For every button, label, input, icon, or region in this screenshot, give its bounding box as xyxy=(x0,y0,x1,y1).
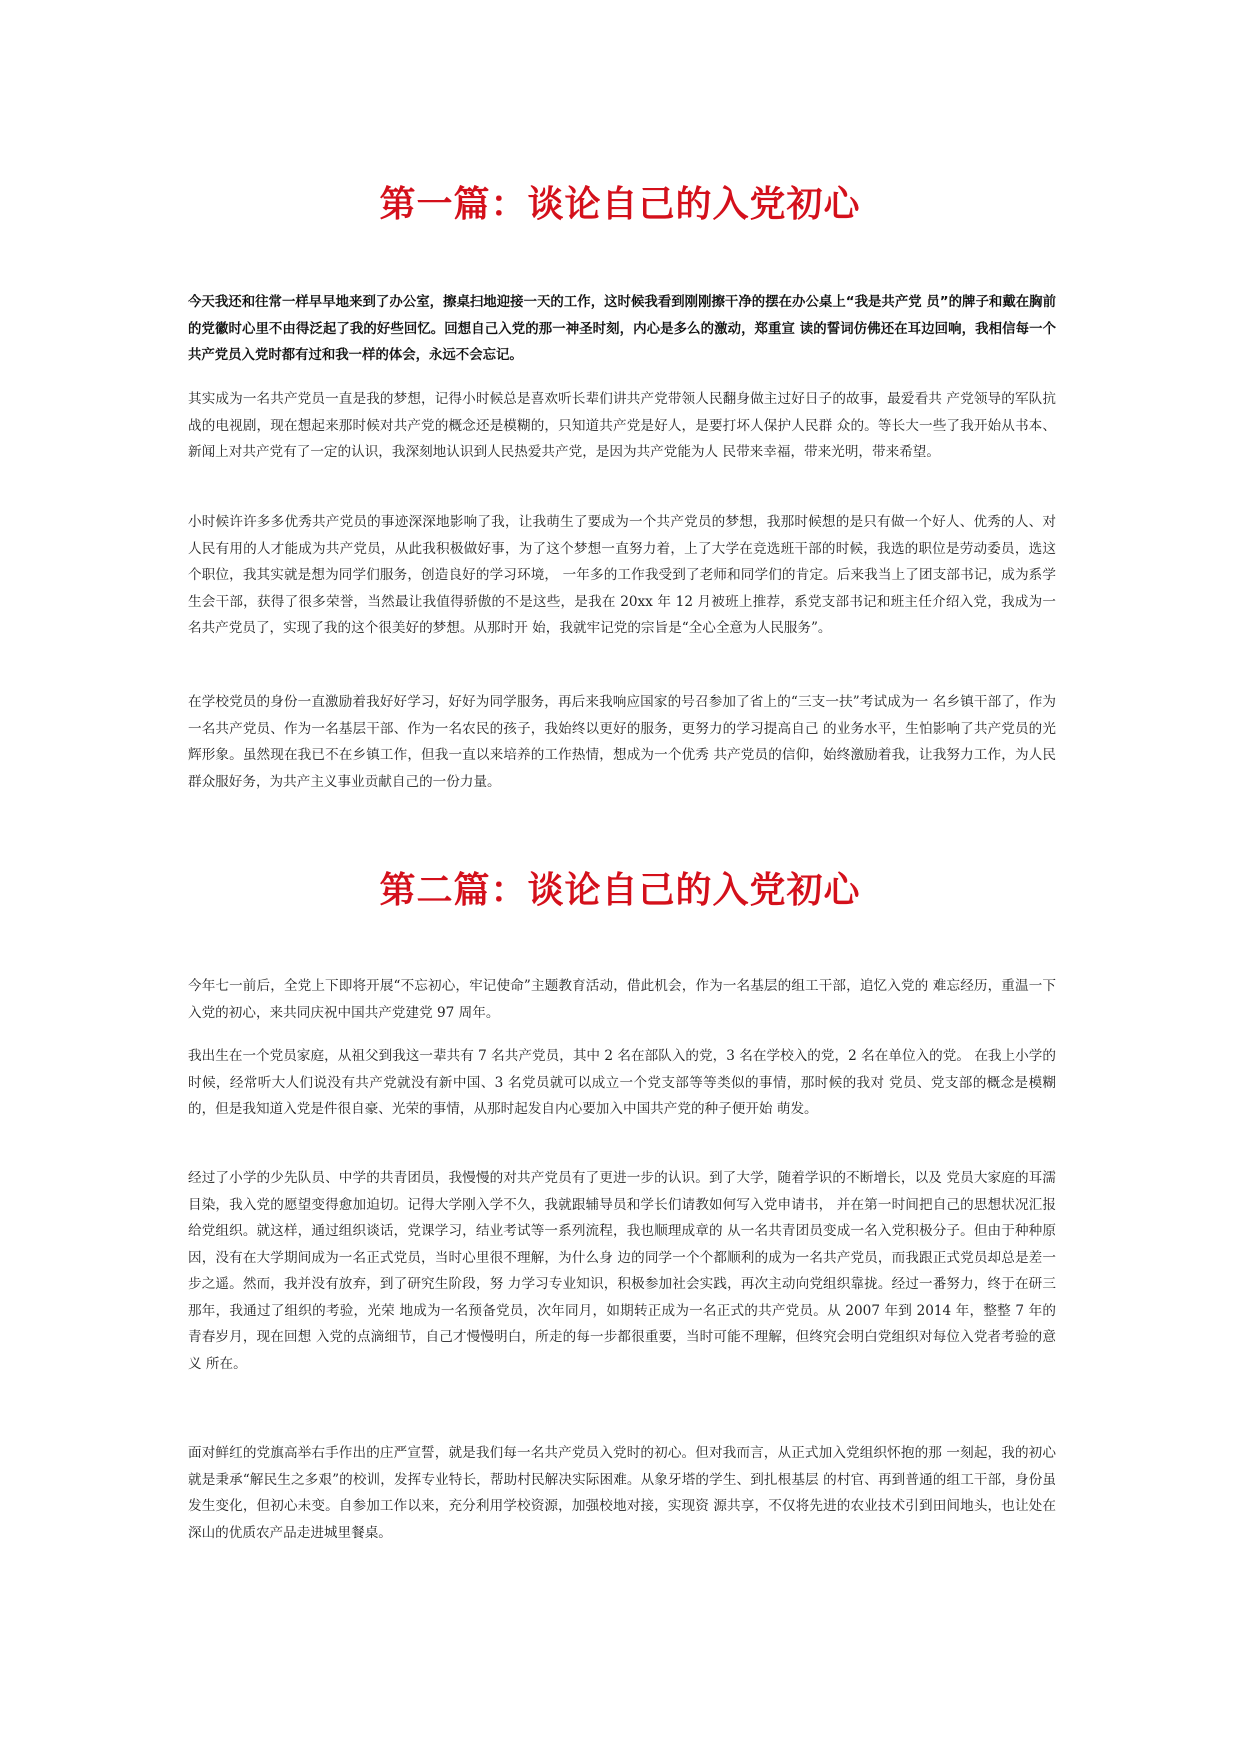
section-1-paragraph-3: 小时候许许多多优秀共产党员的事迹深深地影响了我，让我萌生了要成为一个共产党员的梦想，我那时候想的是只有做一个好人、优秀的人、对人民有用的人才能成为共产党员，从此我积极做好事，为了这个梦想一直努力着，上了大学在竞选班干部的时候，我选的职位是劳动委员，选这个职位，我其实就是想为同学们服务，创造良好的学习环境， 一年多的工作我受到了老师和同学们的肯定。后来我当上了团支部书记，成为系学生会干部，获得了很多荣誉，当然最让我值得骄傲的不是这些，是我在 20xx 年 12 月被班上推荐，系党支部书记和班主任介绍入党，我成为一名共产党员了，实现了我的这个很美好的梦想。从那时开 始，我就牢记党的宗旨是“全心全意为人民服务”。 xyxy=(188,514,1056,636)
section-1-title: 第一篇：谈论自己的入党初心 xyxy=(379,183,861,225)
section-1-paragraph-4: 在学校党员的身份一直激励着我好好学习，好好为同学服务，再后来我响应国家的号召参加了省上的“三支一扶”考试成为一 名乡镇干部了，作为一名共产党员、作为一名基层干部、作为一名农民的孩子，我始终以更好的服务，更努力的学习提高自己 的业务水平，生怕影响了共产党员的光辉形象。虽然现在我已不在乡镇工作，但我一直以来培养的工作热情，想成为一个优秀 共产党员的信仰，始终激励着我，让我努力工作，为人民群众服好务，为共产主义事业贡献自己的一份力量。 xyxy=(188,694,1056,790)
section-2-title: 第二篇：谈论自己的入党初心 xyxy=(379,869,861,911)
section-1-paragraph-1: 今天我还和往常一样早早地来到了办公室，擦桌扫地迎接一天的工作，这时候我看到刚刚擦干净的摆在办公桌上“我是共产党 员”的牌子和戴在胸前的党徽时心里不由得泛起了我的好些回忆。回想自己入党的那一神圣时刻，内心是多么的激动，郑重宣 读的誓词仿佛还在耳边回响，我相信每一个共产党员入党时都有过和我一样的体会，永远不会忘记。 xyxy=(188,295,1056,363)
section-1-paragraph-2: 其实成为一名共产党员一直是我的梦想，记得小时候总是喜欢听长辈们讲共产党带领人民翻身做主过好日子的故事，最爱看共 产党领导的军队抗战的电视剧，现在想起来那时候对共产党的概念还是模糊的，只知道共产党是好人，是要打坏人保护人民群 众的。等长大一些了我开始从书本、新闻上对共产党有了一定的认识，我深刻地认识到人民热爱共产党，是因为共产党能为人 民带来幸福，带来光明，带来希望。 xyxy=(188,391,1056,460)
section-2-paragraph-4: 面对鲜红的党旗高举右手作出的庄严宣誓，就是我们每一名共产党员入党时的初心。但对我而言，从正式加入党组织怀抱的那 一刻起，我的初心就是秉承“解民生之多艰”的校训，发挥专业特长，帮助村民解决实际困难。从象牙塔的学生、到扎根基层 的村官、再到普通的组工干部，身份虽发生变化，但初心未变。自参加工作以来，充分利用学校资源，加强校地对接，实现资 源共享，不仅将先进的农业技术引到田间地头，也让处在深山的优质农产品走进城里餐桌。 xyxy=(188,1445,1056,1541)
section-2-paragraph-2: 我出生在一个党员家庭，从祖父到我这一辈共有 7 名共产党员，其中 2 名在部队入的党，3 名在学校入的党，2 名在单位入的党。 在我上小学的时候，经常听大人们说没有共产党就没有新中国、3 名党员就可以成立一个党支部等等类似的事情，那时候的我对 党员、党支部的概念是模糊的，但是我知道入党是件很自豪、光荣的事情，从那时起发自内心要加入中国共产党的种子便开始 萌发。 xyxy=(188,1048,1056,1117)
section-2-paragraph-1: 今年七一前后，全党上下即将开展“不忘初心，牢记使命”主题教育活动，借此机会，作为一名基层的组工干部，追忆入党的 难忘经历，重温一下入党的初心，来共同庆祝中国共产党建党 97 周年。 xyxy=(188,978,1056,1021)
section-2-paragraph-3: 经过了小学的少先队员、中学的共青团员，我慢慢的对共产党员有了更进一步的认识。到了大学，随着学识的不断增长，以及 党员大家庭的耳濡目染，我入党的愿望变得愈加迫切。记得大学刚入学不久，我就跟辅导员和学长们请教如何写入党申请书， 并在第一时间把自己的思想状况汇报给党组织。就这样，通过组织谈话，党课学习，结业考试等一系列流程，我也顺理成章的 从一名共青团员变成一名入党积极分子。但由于种种原因，没有在大学期间成为一名正式党员，当时心里很不理解，为什么身 边的同学一个个都顺利的成为一名共产党员，而我跟正式党员却总是差一步之遥。然而，我并没有放弃，到了研究生阶段，努 力学习专业知识，积极参加社会实践，再次主动向党组织靠拢。经过一番努力，终于在研三那年，我通过了组织的考验，光荣 地成为一名预备党员，次年同月，如期转正成为一名正式的共产党员。从 2007 年到 2014 年，整整 7 年的青春岁月，现在回想 入党的点滴细节，自己才慢慢明白，所走的每一步都很重要，当时可能不理解，但终究会明白党组织对每位入党者考验的意义 所在。 xyxy=(188,1170,1056,1372)
